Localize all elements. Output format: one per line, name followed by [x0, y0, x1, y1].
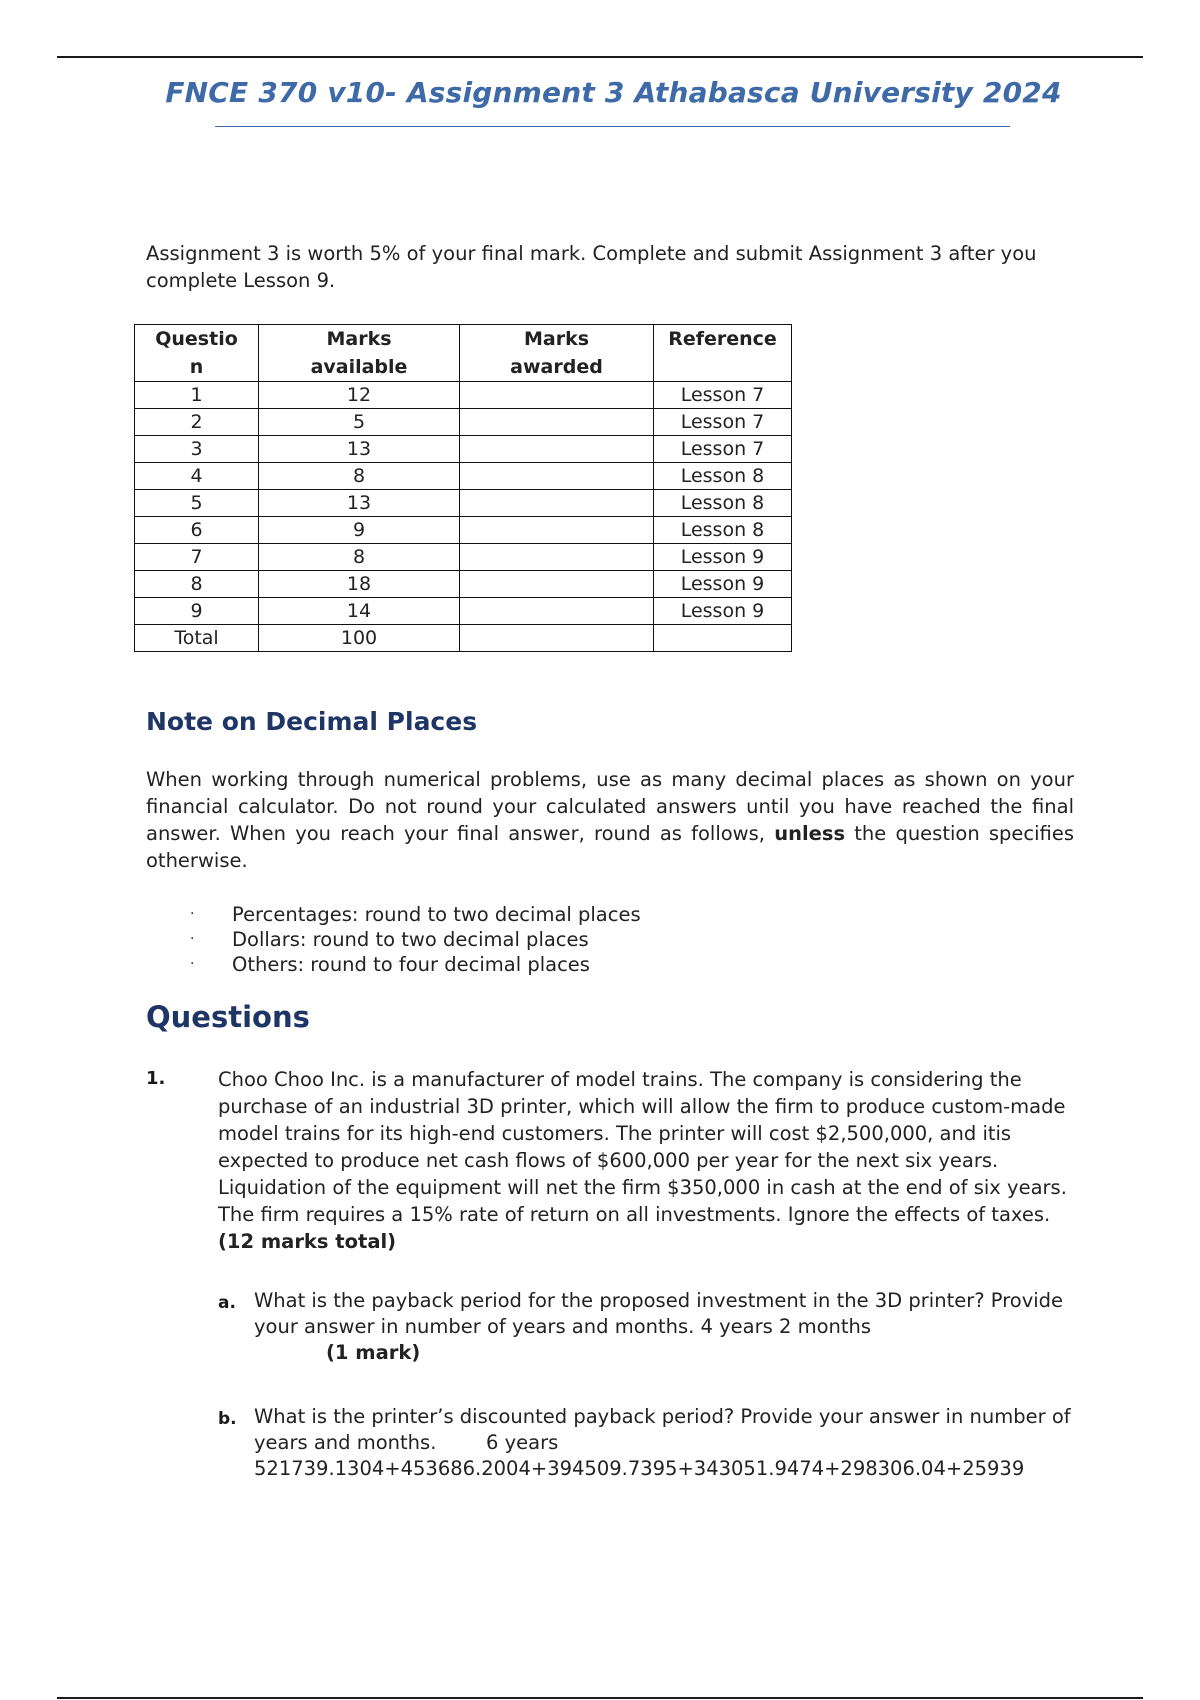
cell-marks-available: 14 [259, 598, 460, 625]
cell-reference: Lesson 8 [654, 490, 792, 517]
question-1a-letter: a. [218, 1293, 236, 1313]
cell-question: 8 [135, 571, 259, 598]
cell-marks-awarded [460, 409, 654, 436]
cell-marks-available: 18 [259, 571, 460, 598]
question-1a-text [254, 1288, 1090, 1366]
question-1-body: Choo Choo Inc. is a manufacturer of model trains. The company is considering the purchase of an industrial 3D printer, which will allow the firm to produce custom-made model trains for its high-end customers. The printer will cost $2,500,000, and itis expected to produce net cash flows of $600,000 per year for the next six years. Liquidation of the equipment will net the firm $350,000 in cash at the end of six years. The firm requires a 15% rate of return on all investments. Ignore the effects of taxes. [218, 1068, 1067, 1226]
note-text-before: When working through numerical problems, use as many decimal places as shown on your financial calculator. Do not round your calculated answers until you have reached the final answer. When you reach your final answer, round as follows, [146, 768, 1074, 845]
bullet-icon: · [190, 956, 195, 972]
intro-paragraph: Assignment 3 is worth 5% of your final mark. Complete and submit Assignment 3 after you complete Lesson 9. [146, 242, 1037, 292]
list-item: · Dollars: round to two decimal places [190, 928, 589, 951]
table-row [135, 490, 792, 517]
cell-marks-available: 5 [259, 409, 460, 436]
cell-question: Total [135, 625, 259, 652]
cell-reference: Lesson 7 [654, 382, 792, 409]
header-question: Questio n [135, 325, 259, 382]
cell-reference: Lesson 8 [654, 463, 792, 490]
bottom-rule [57, 1697, 1143, 1699]
note-heading: Note on Decimal Places [146, 707, 478, 736]
bullet-icon: · [190, 906, 195, 922]
cell-reference [654, 625, 792, 652]
cell-marks-available: 12 [259, 382, 460, 409]
cell-marks-awarded [460, 463, 654, 490]
cell-question: 7 [135, 544, 259, 571]
cell-question: 5 [135, 490, 259, 517]
question-1b-body: What is the printer’s discounted payback period? Provide your answer in number of years and months. [254, 1405, 1071, 1454]
cell-marks-awarded [460, 382, 654, 409]
table-row [135, 463, 792, 490]
title-underline [215, 126, 1010, 127]
top-rule [57, 56, 1143, 58]
cell-question: 2 [135, 409, 259, 436]
note-text-after: the question specifies otherwise. [146, 822, 1074, 872]
question-1b-letter: b. [218, 1409, 237, 1429]
question-1a-marks: (1 mark) [326, 1341, 421, 1364]
table-row [135, 382, 792, 409]
cell-marks-available: 8 [259, 544, 460, 571]
table-row [135, 436, 792, 463]
question-1b-work: 521739.1304+453686.2004+394509.7395+343051.9474+298306.04+25939 [254, 1457, 1025, 1480]
marks-table-body [135, 382, 792, 652]
cell-marks-awarded [460, 436, 654, 463]
cell-marks-available: 8 [259, 463, 460, 490]
cell-marks-awarded [460, 625, 654, 652]
document-title: FNCE 370 v10- Assignment 3 Athabasca University 2024 [165, 76, 1062, 109]
table-row [135, 517, 792, 544]
table-row [135, 598, 792, 625]
note-emphasis: unless [774, 822, 846, 845]
cell-reference: Lesson 9 [654, 544, 792, 571]
header-reference: Reference [654, 325, 792, 382]
cell-marks-available: 13 [259, 490, 460, 517]
header-marks-awarded: Marks awarded [460, 325, 654, 382]
cell-reference: Lesson 9 [654, 598, 792, 625]
cell-marks-available: 100 [259, 625, 460, 652]
list-item: · Percentages: round to two decimal places [190, 903, 641, 926]
question-1b-answer: 6 years [486, 1431, 559, 1454]
question-1-number: 1. [146, 1068, 166, 1089]
cell-marks-awarded [460, 598, 654, 625]
table-row [135, 544, 792, 571]
list-item: · Others: round to four decimal places [190, 953, 590, 976]
cell-reference: Lesson 9 [654, 571, 792, 598]
table-row [135, 625, 792, 652]
rounding-rules-list [180, 902, 641, 977]
cell-marks-available: 9 [259, 517, 460, 544]
cell-marks-available: 13 [259, 436, 460, 463]
cell-reference: Lesson 7 [654, 409, 792, 436]
header-marks-available: Marks available [259, 325, 460, 382]
cell-reference: Lesson 8 [654, 517, 792, 544]
cell-question: 4 [135, 463, 259, 490]
cell-question: 6 [135, 517, 259, 544]
question-1-marks: (12 marks total) [218, 1230, 397, 1253]
question-1a-body: What is the payback period for the proposed investment in the 3D printer? Provide your answer in number of years and months. 4 years 2 months [254, 1289, 1064, 1338]
cell-reference: Lesson 7 [654, 436, 792, 463]
questions-heading: Questions [146, 1000, 310, 1034]
cell-marks-awarded [460, 490, 654, 517]
marks-table [134, 324, 792, 652]
cell-marks-awarded [460, 517, 654, 544]
question-1-text [218, 1066, 1090, 1255]
bullet-icon: · [190, 931, 195, 947]
cell-question: 1 [135, 382, 259, 409]
table-header-row [135, 325, 792, 382]
cell-marks-awarded [460, 544, 654, 571]
note-paragraph [146, 766, 1074, 874]
question-1b-text [254, 1404, 1090, 1482]
cell-question: 9 [135, 598, 259, 625]
cell-question: 3 [135, 436, 259, 463]
cell-marks-awarded [460, 571, 654, 598]
table-row [135, 571, 792, 598]
table-row [135, 409, 792, 436]
